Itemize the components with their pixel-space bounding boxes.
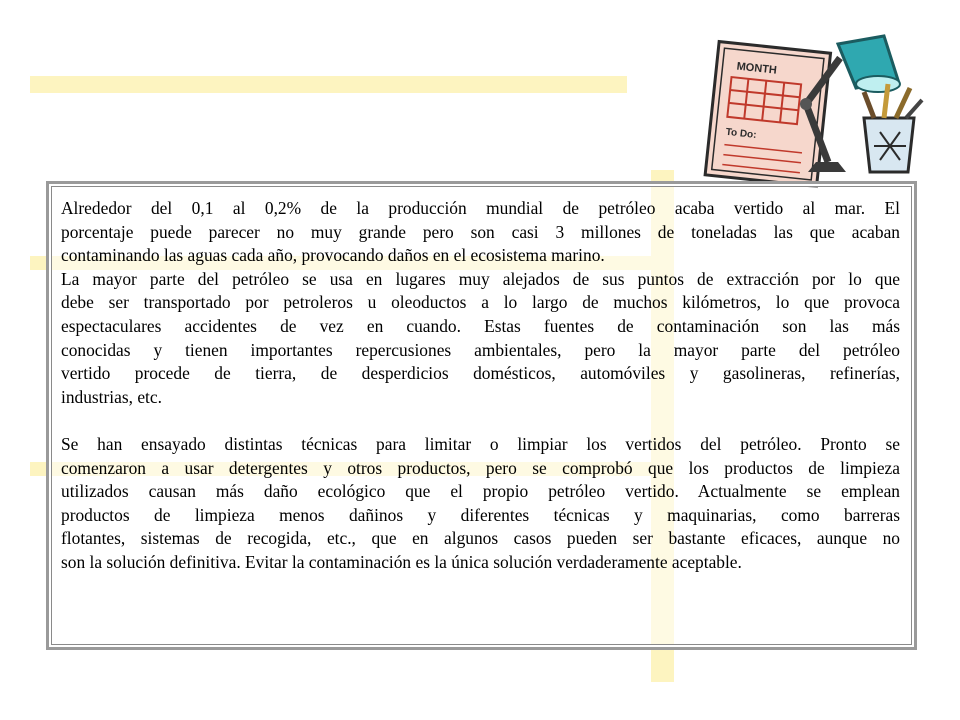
content-text-box xyxy=(46,181,917,650)
paragraph-1-line: contaminando las aguas cada año, provocando daños en el ecosistema marino. xyxy=(61,245,605,266)
paragraph-2-line: debe ser transportado por petroleros u oleoductos a lo largo de muchos kilómetros, lo que provoca xyxy=(61,292,900,313)
paragraph-2-line: vertido procede de tierra, de desperdicios domésticos, automóviles y gasolineras, refinerías, xyxy=(61,363,900,384)
paragraph-2-line: espectaculares accidentes de vez en cuando. Estas fuentes de contaminación son las más xyxy=(61,315,900,336)
paragraph-1-line: porcentaje puede parecer no muy grande pero son casi 3 millones de toneladas las que acaban xyxy=(61,221,900,242)
paragraph-3-line: Se han ensayado distintas técnicas para limitar o limpiar los vertidos del petróleo. Pronto se xyxy=(61,433,900,454)
paragraph-2-line: industrias, etc. xyxy=(61,386,162,407)
todo-label-text: To Do: xyxy=(725,126,758,141)
paragraph-2-line: La mayor parte del petróleo se usa en lugares muy alejados de sus puntos de extracción por lo que xyxy=(61,268,900,289)
paragraph-3-line: utilizados causan más daño ecológico que el propio petróleo vertido. Actualmente se emplean xyxy=(61,481,900,502)
paragraph-3-line: son la solución definitiva. Evitar la contaminación es la única solución verdaderamente aceptable. xyxy=(61,551,742,572)
paragraph-3-line: comenzaron a usar detergentes y otros productos, pero se comprobó que los productos de limpieza xyxy=(61,457,900,478)
desk-clipart-icon xyxy=(688,22,928,192)
paragraph-1-line: Alrededor del 0,1 al 0,2% de la producción mundial de petróleo acaba vertido al mar. El xyxy=(61,198,900,218)
paragraph-3-line: productos de limpieza menos dañinos y diferentes técnicas y maquinarias, como barreras xyxy=(61,504,900,525)
paragraph-spacer xyxy=(61,409,900,433)
paragraph-3-line: flotantes, sistemas de recogida, etc., que en algunos casos pueden ser bastante eficaces, aunque no xyxy=(61,528,900,549)
paragraph-2-line: conocidas y tienen importantes repercusiones ambientales, pero la mayor parte del petróleo xyxy=(61,339,900,360)
content-body xyxy=(61,197,900,575)
calendar-header-text: MONTH xyxy=(736,60,778,77)
pencil-cup-icon xyxy=(864,84,922,172)
decorative-bar-top xyxy=(30,76,627,93)
